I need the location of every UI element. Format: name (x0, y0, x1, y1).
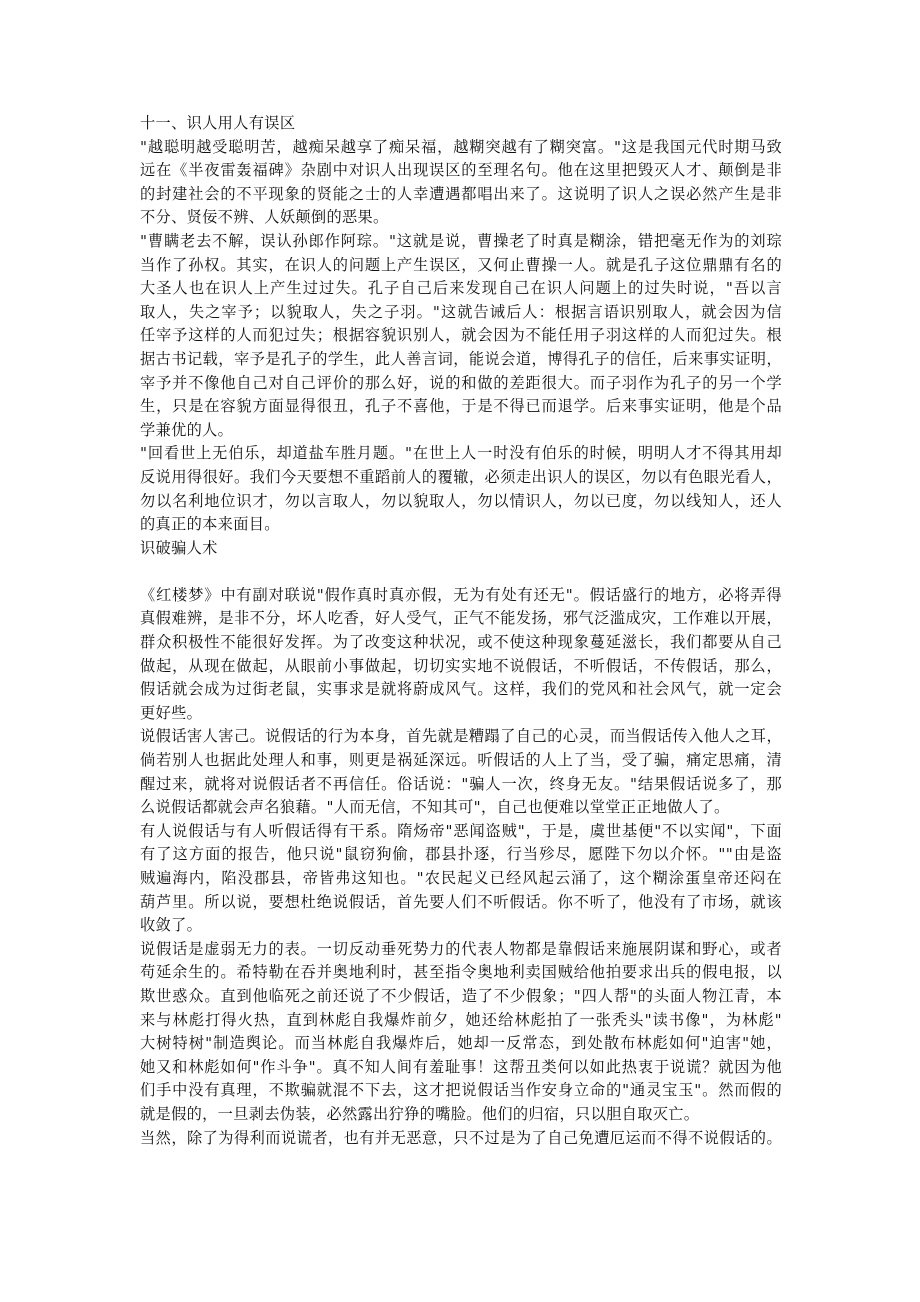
text-line: 勿以名利地位识才，勿以言取人，勿以貌取人，勿以情识人，勿以已度，勿以线知人，还人 (140, 491, 782, 510)
text-line: 宰予并不像他自己对自己评价的那么好，说的和做的差距很大。而子羽作为孔子的另一个学 (140, 373, 782, 392)
text-line: 当然，除了为得利而说谎者，也有并无恶意，只不过是为了自己免遭厄运而不得不说假话的。 (140, 1128, 782, 1147)
text-line: 更好些。 (140, 703, 203, 722)
text-line: 倘若别人也据此处理人和事，则更是祸延深远。听假话的人上了当，受了骗，痛定思痛，清 (140, 751, 782, 770)
document-body (140, 112, 782, 1150)
text-line: "曹瞒老去不解，误认孙郎作阿琮。"这就是说，曹操老了时真是糊涂，错把毫无作为的刘琮 (140, 231, 782, 250)
text-line: 有人说假话与有人听假话得有干系。隋炀帝"恶闻盗贼"，于是，虞世基便"不以实闻"，下面 (140, 821, 782, 840)
text-line: 有了这方面的报告，他只说"鼠窃狗偷，郡县扑逐，行当殄尽，愿陛下勿以介怀。""由是盗 (140, 845, 782, 864)
text-line: "越聪明越受聪明苦，越痴呆越享了痴呆福，越糊突越有了糊突富。"这是我国元代时期马致 (140, 137, 782, 156)
text-line: 大圣人也在识人上产生过过失。孔子自己后来发现自己在识人问题上的过失时说，"吾以言 (140, 279, 782, 298)
section-subheading: 识破骗人术 (140, 538, 218, 557)
text-line: 收敛了。 (140, 916, 203, 935)
text-line: 来与林彪打得火热，直到林彪自我爆炸前夕，她还给林彪拍了一张秃头"读书像"，为林彪" (140, 1010, 782, 1029)
text-line: 醒过来，就将对说假话者不再信任。俗话说："骗人一次，终身无友。"结果假话说多了，那 (140, 774, 782, 793)
text-line: 们手中没有真理，不欺骗就混不下去，这才把说假话当作安身立命的"通灵宝玉"。然而假的 (140, 1081, 782, 1100)
text-line: 说假话是虚弱无力的表。一切反动垂死势力的代表人物都是靠假话来施展阴谋和野心，或者 (140, 939, 782, 958)
text-line: 苟延余生的。希特勒在吞并奥地利时，甚至指令奥地利卖国贼给他拍要求出兵的假电报，以 (140, 963, 782, 982)
text-line: 《红楼梦》中有副对联说"假作真时真亦假，无为有处有还无"。假话盛行的地方，必将弄得 (140, 585, 782, 604)
text-line: 当作了孙权。其实，在识人的问题上产生误区，又何止曹操一人。就是孔子这位鼎鼎有名的 (140, 255, 782, 274)
text-line: 说假话害人害己。说假话的行为本身，首先就是糟蹋了自己的心灵，而当假话传入他人之耳， (140, 727, 782, 746)
text-line: 欺世惑众。直到他临死之前还说了不少假话，造了不少假象；"四人帮"的头面人物江青，本 (140, 986, 782, 1005)
text-line: 么说假话都就会声名狼藉。"人而无信，不知其可"，自己也便难以堂堂正正地做人了。 (140, 798, 730, 817)
text-line: 她又和林彪如何"作斗争"。真不知人间有羞耻事！这帮丑类何以如此热衷于说谎？就因为他 (140, 1057, 782, 1076)
blank-line (140, 560, 782, 584)
section-2-body (140, 584, 782, 1150)
section-heading: 十一、识人用人有误区 (140, 114, 296, 132)
text-line: 做起，从现在做起，从眼前小事做起，切切实实地不说假话，不听假话，不传假话，那么， (140, 656, 782, 675)
text-line: 取人，失之宰予；以貌取人，失之子羽。"这就告诫后人：根据言语识别取人，就会因为信 (140, 302, 782, 321)
text-line: 生，只是在容貌方面显得很丑，孔子不喜他，于是不得已而退学。后来事实证明，他是个品 (140, 397, 782, 416)
text-line: 任宰予这样的人而犯过失；根据容貌识别人，就会因为不能任用子羽这样的人而犯过失。根 (140, 326, 782, 345)
text-line: 大树特树"制造舆论。而当林彪自我爆炸后，她却一反常态，到处散布林彪如何"迫害"她， (140, 1034, 782, 1053)
text-line: 不分、贤佞不辨、人妖颠倒的恶果。 (140, 208, 389, 227)
text-line: 远在《半夜雷轰福碑》杂剧中对识人出现误区的至理名句。他在这里把毁灭人才、颠倒是非 (140, 161, 782, 180)
text-line: 的封建社会的不平现象的贤能之士的人幸遭遇都唱出来了。这说明了识人之误必然产生是非 (140, 184, 782, 203)
text-line: 群众积极性不能很好发挥。为了改变这种状况，或不使这种现象蔓延滋长，我们都要从自己 (140, 633, 782, 652)
text-line: 学兼优的人。 (140, 420, 234, 439)
text-line: 假话就会成为过街老鼠，实事求是就将蔚成风气。这样，我们的党风和社会风气，就一定会 (140, 680, 782, 699)
text-line: 据古书记载，宰予是孔子的学生，此人善言词，能说会道，博得孔子的信任，后来事实证明， (140, 349, 782, 368)
text-line: 葫芦里。所以说，要想杜绝说假话，首先要人们不听假话。你不听了，他没有了市场，就该 (140, 892, 782, 911)
text-line: 真假难辨，是非不分，坏人吃香，好人受气，正气不能发扬，邪气泛滥成灾，工作难以开展， (140, 609, 782, 628)
text-line: 就是假的，一旦剥去伪装，必然露出狞狰的嘴脸。他们的归宿，只以胆自取灭亡。 (140, 1104, 700, 1123)
text-line: 反说用得很好。我们今天要想不重蹈前人的覆辙，必须走出识人的误区，勿以有色眼光看人， (140, 467, 782, 486)
section-1-body (140, 136, 782, 537)
text-line: 贼遍海内，陷没郡县，帝皆弗这知也。"农民起义已经风起云涌了，这个糊涂蛋皇帝还闷在 (140, 869, 782, 887)
text-line: "回看世上无伯乐，却道盐车胜月题。"在世上人一时没有伯乐的时候，明明人才不得其用却 (140, 444, 782, 463)
text-line: 的真正的本来面目。 (140, 515, 280, 534)
